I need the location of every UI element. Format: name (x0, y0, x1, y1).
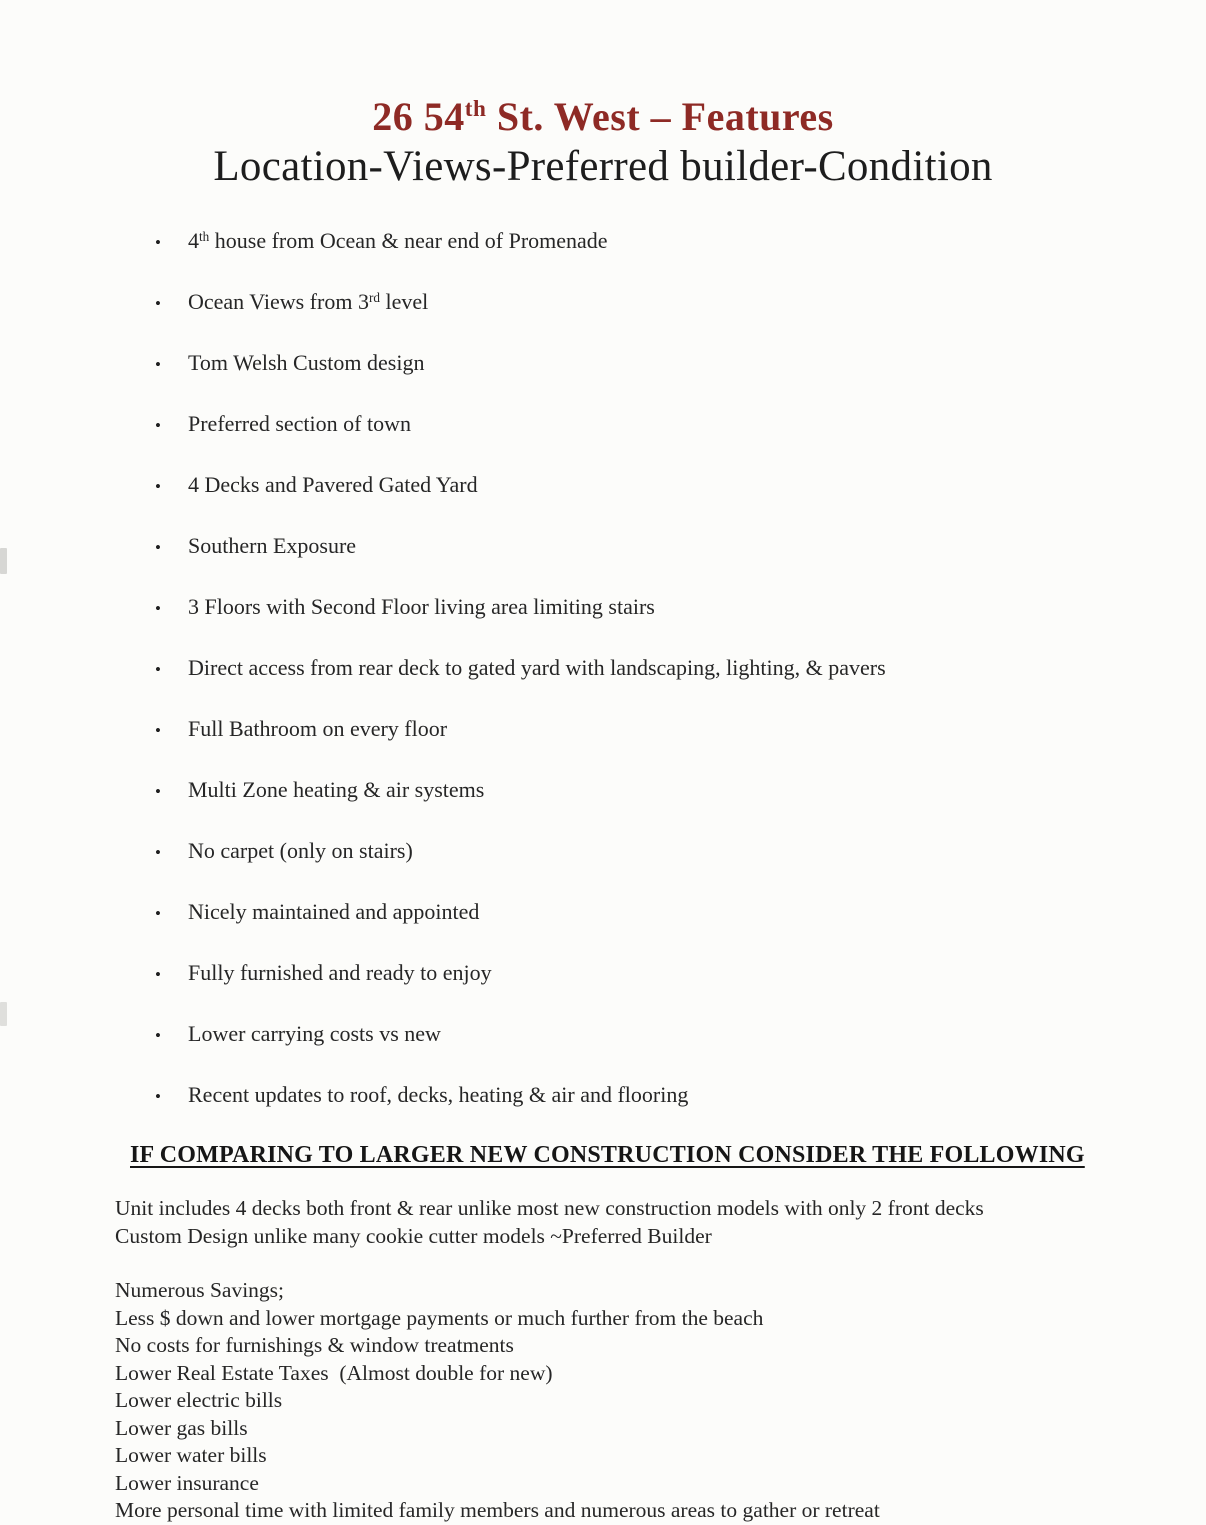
savings-line: Less $ down and lower mortgage payments or much further from the beach (115, 1305, 764, 1330)
savings-line: Lower electric bills (115, 1388, 283, 1412)
feature-text: 4th house from Ocean & near end of Promenade (188, 228, 608, 253)
savings-line: Lower Real Estate Taxes (Almost double for new) (115, 1360, 553, 1385)
feature-text: Nicely maintained and appointed (188, 899, 480, 924)
savings-paragraph (115, 1277, 1206, 1525)
title-superscript: th (464, 96, 487, 122)
bullet-icon: • (155, 477, 161, 496)
bullet-icon: • (155, 843, 161, 862)
document-header (0, 0, 1206, 194)
feature-text: Preferred section of town (188, 411, 411, 436)
bullet-icon: • (155, 355, 161, 374)
savings-line: No costs for furnishings & window treatments (115, 1333, 514, 1357)
feature-text: Tom Welsh Custom design (188, 350, 425, 375)
section-heading: IF COMPARING TO LARGER NEW CONSTRUCTION CONSIDER THE FOLLOWING (130, 1142, 1085, 1168)
comparison-line: Custom Design unlike many cookie cutter models ~Preferred Builder (115, 1223, 712, 1248)
title-text-post: St. West – Features (486, 94, 834, 139)
title-text-pre: 26 54 (372, 94, 465, 139)
savings-line: Lower insurance (115, 1470, 259, 1495)
feature-item (155, 531, 1206, 559)
feature-item (155, 592, 1206, 620)
savings-line: More personal time with limited family members and numerous areas to gather or retreat (115, 1498, 880, 1522)
feature-text: Southern Exposure (188, 533, 357, 558)
feature-text: 4 Decks and Pavered Gated Yard (188, 472, 478, 497)
bullet-icon: • (155, 416, 161, 435)
feature-text: Direct access from rear deck to gated yard with landscaping, lighting, & pavers (188, 655, 886, 680)
bullet-icon: • (155, 538, 161, 557)
comparison-line: Unit includes 4 decks both front & rear unlike most new construction models with only 2 front decks (115, 1196, 984, 1220)
bullet-icon: • (155, 599, 161, 618)
feature-text: Lower carrying costs vs new (188, 1021, 441, 1046)
feature-text: Recent updates to roof, decks, heating & air and flooring (188, 1082, 689, 1107)
feature-item (155, 897, 1206, 925)
feature-item (155, 226, 1206, 254)
feature-text: 3 Floors with Second Floor living area limiting stairs (188, 594, 655, 619)
bullet-icon: • (155, 904, 161, 923)
page-title (0, 86, 1206, 140)
feature-text: Multi Zone heating & air systems (188, 777, 485, 802)
feature-item (155, 348, 1206, 376)
feature-item (155, 1019, 1206, 1047)
scan-artifact (0, 1002, 7, 1026)
savings-line: Lower water bills (115, 1443, 267, 1467)
bullet-icon: • (155, 660, 161, 679)
bullet-icon: • (155, 233, 161, 252)
page-subtitle: Location-Views-Preferred builder-Condition (213, 143, 993, 190)
bullet-icon: • (155, 721, 161, 740)
comparison-paragraph (115, 1195, 1206, 1250)
feature-item (155, 409, 1206, 437)
bullet-icon: • (155, 965, 161, 984)
bullet-icon: • (155, 294, 161, 313)
feature-item (155, 836, 1206, 864)
bullet-icon: • (155, 1087, 161, 1106)
bullet-icon: • (155, 1026, 161, 1045)
feature-text: Ocean Views from 3rd level (188, 289, 429, 314)
feature-list (155, 226, 1206, 1108)
scan-artifact (0, 548, 7, 574)
feature-item (155, 958, 1206, 986)
feature-item (155, 287, 1206, 315)
feature-text: Full Bathroom on every floor (188, 716, 448, 741)
feature-item (155, 775, 1206, 803)
feature-text: No carpet (only on stairs) (188, 838, 413, 863)
bullet-icon: • (155, 782, 161, 801)
feature-item (155, 1080, 1206, 1108)
savings-line: Lower gas bills (115, 1415, 248, 1440)
feature-text: Fully furnished and ready to enjoy (188, 960, 492, 985)
feature-item (155, 714, 1206, 742)
feature-item (155, 653, 1206, 681)
feature-item (155, 470, 1206, 498)
savings-heading: Numerous Savings; (115, 1278, 285, 1302)
